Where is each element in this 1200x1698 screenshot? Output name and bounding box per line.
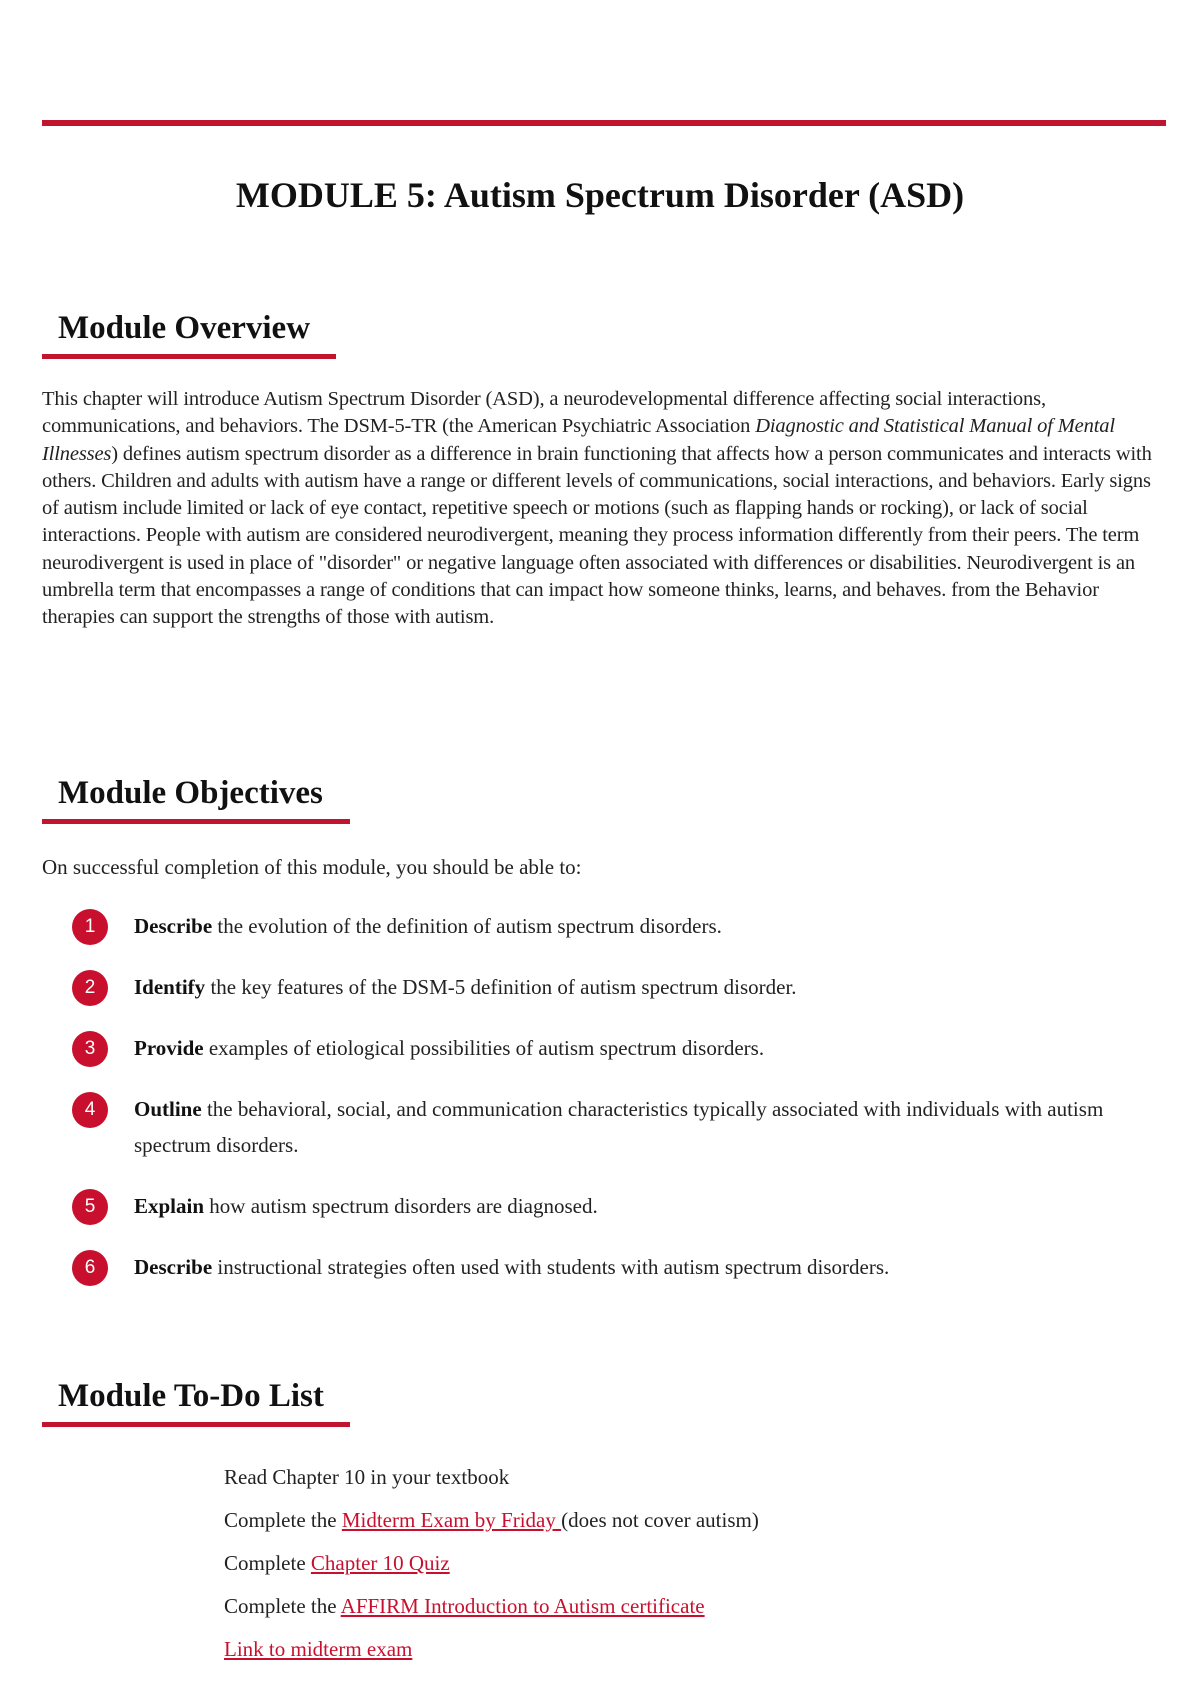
affirm-certificate-link[interactable]: AFFIRM Introduction to Autism certificate (340, 1594, 705, 1618)
objective-number-badge: 2 (72, 970, 108, 1006)
todo-item (224, 1462, 759, 1505)
objective-verb: Identify (134, 975, 206, 999)
todo-heading: Module To-Do List (42, 1378, 350, 1427)
todo-item (224, 1591, 759, 1634)
objective-number-badge: 1 (72, 909, 108, 945)
todo-text: Complete (224, 1551, 311, 1575)
overview-manual-title: Diagnostic and Statistical Manual of Mental Illnesses (42, 415, 1115, 465)
objectives-intro: On successful completion of this module, you should be able to: (42, 855, 582, 879)
midterm-exam-link[interactable]: Midterm Exam by Friday (341, 1508, 562, 1532)
objective-verb: Describe (134, 914, 213, 938)
objective-item (72, 908, 1162, 944)
objective-text: examples of etiological possibilities of autism spectrum disorders. (203, 1036, 765, 1060)
objective-text: instructional strategies often used with students with autism spectrum disorders. (212, 1255, 890, 1279)
top-divider (42, 120, 1166, 126)
objective-item (72, 1249, 1162, 1285)
objective-item (72, 969, 1162, 1005)
objective-number-badge: 4 (72, 1092, 108, 1128)
objective-number-badge: 6 (72, 1250, 108, 1286)
objective-item (72, 1030, 1162, 1066)
overview-paragraph (42, 386, 1172, 632)
todo-item (224, 1548, 759, 1591)
todo-item (224, 1634, 759, 1677)
todo-text: Complete the (224, 1594, 341, 1618)
objectives-heading: Module Objectives (42, 775, 350, 824)
overview-text-part-2: ) defines autism spectrum disorder as a difference in brain functioning that affects how a person communicates and interacts with others. Children and adults with autism have a range or different levels of communications, social interactions, and behaviors. Early signs of autism include limited or lack of eye contact, repetitive speech or motions (such as flapping hands or rocking), or lack of social interactions. People with autism are considered neurodivergent, meaning they process information differently from their peers. The term neurodivergent is used in place of "disorder" or negative language often associated with differences or disabilities. Neurodivergent is an umbrella term that encompasses a range of conditions that can impact how someone thinks, learns, and behaves. from the Behavior therapies can support the strengths of those with autism. (42, 442, 1152, 629)
todo-text: Complete the (224, 1508, 342, 1532)
objective-text: how autism spectrum disorders are diagnosed. (204, 1194, 598, 1218)
midterm-exam-direct-link[interactable]: Link to midterm exam (224, 1637, 413, 1661)
objective-item (72, 1091, 1162, 1163)
todo-item (224, 1505, 759, 1548)
objective-verb: Describe (134, 1255, 213, 1279)
objective-text: the behavioral, social, and communication characteristics typically associated with individuals with autism spectrum disorders. (134, 1097, 1104, 1157)
objective-number-badge: 3 (72, 1031, 108, 1067)
overview-heading: Module Overview (42, 310, 336, 359)
objective-verb: Outline (134, 1097, 202, 1121)
objectives-list (72, 908, 1162, 1310)
objective-number-badge: 5 (72, 1189, 108, 1225)
overview-text-part-1: This chapter will introduce Autism Spectrum Disorder (ASD), a neurodevelopmental difference affecting social interactions, communications, and behaviors. The DSM-5-TR (the American Psychiatric Association (42, 388, 1046, 438)
page-title: MODULE 5: Autism Spectrum Disorder (ASD) (235, 175, 965, 215)
objective-text: the evolution of the definition of autism spectrum disorders. (212, 914, 722, 938)
objective-item (72, 1188, 1162, 1224)
todo-text: Read Chapter 10 in your textbook (224, 1465, 510, 1489)
todo-list (224, 1462, 759, 1677)
objective-text: the key features of the DSM-5 definition of autism spectrum disorder. (205, 975, 797, 999)
objective-verb: Provide (134, 1036, 204, 1060)
objective-verb: Explain (134, 1194, 205, 1218)
todo-text: (does not cover autism) (561, 1508, 759, 1532)
chapter-10-quiz-link[interactable]: Chapter 10 Quiz (310, 1551, 450, 1575)
